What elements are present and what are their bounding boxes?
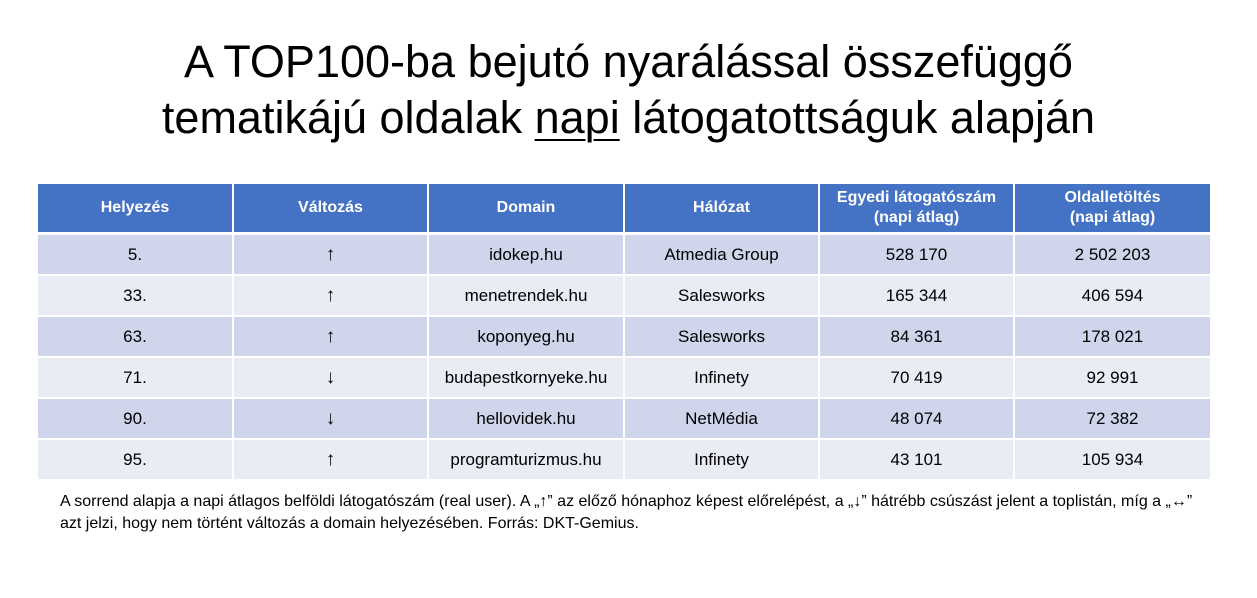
table-row: [38, 316, 1210, 357]
header-unique-visitors: [819, 184, 1014, 234]
cell-network: NetMédia: [624, 398, 819, 439]
header-rank: Helyezés: [38, 184, 233, 234]
cell-rank: 95.: [38, 439, 233, 480]
header-unique-visitors-line-2: (napi átlag): [873, 209, 960, 226]
cell-network: Salesworks: [624, 316, 819, 357]
cell-rank: 71.: [38, 357, 233, 398]
cell-domain: menetrendek.hu: [428, 275, 624, 316]
table-row: [38, 275, 1210, 316]
cell-pageviews: 105 934: [1014, 439, 1210, 480]
header-pageviews-line-1: Oldalletöltés: [1064, 189, 1161, 206]
cell-pageviews: 2 502 203: [1014, 234, 1210, 276]
table-row: [38, 357, 1210, 398]
cell-rank: 63.: [38, 316, 233, 357]
table-header-row: [38, 184, 1210, 234]
cell-unique-visitors: 528 170: [819, 234, 1014, 276]
cell-network: Infinety: [624, 357, 819, 398]
cell-unique-visitors: 84 361: [819, 316, 1014, 357]
cell-network: Atmedia Group: [624, 234, 819, 276]
footnote-text-2: ” az előző hónaphoz képest előrelépést, a „: [547, 493, 854, 510]
ranking-table: [38, 184, 1210, 481]
change-arrow-icon: ↑: [233, 275, 428, 316]
cell-unique-visitors: 70 419: [819, 357, 1014, 398]
left-right-arrow-icon: ↔: [1170, 493, 1187, 510]
footnote-text-3: ” hátrébb csúszást jelent a toplistán, míg a „: [861, 493, 1171, 510]
header-domain: Domain: [428, 184, 624, 234]
cell-pageviews: 72 382: [1014, 398, 1210, 439]
cell-domain: idokep.hu: [428, 234, 624, 276]
cell-domain: programturizmus.hu: [428, 439, 624, 480]
footnote-text-1: A sorrend alapja a napi átlagos belföldi látogatószám (real user). A „: [60, 493, 540, 510]
cell-network: Salesworks: [624, 275, 819, 316]
change-arrow-icon: ↓: [233, 398, 428, 439]
cell-rank: 33.: [38, 275, 233, 316]
change-arrow-icon: ↑: [233, 316, 428, 357]
cell-rank: 90.: [38, 398, 233, 439]
table-row: [38, 439, 1210, 480]
change-arrow-icon: ↑: [233, 439, 428, 480]
footnote-text-4: ” azt jelzi, hogy nem történt változás a domain helyezésében. Forrás: DKT-Gemius.: [60, 493, 1193, 532]
title-underlined-word: napi: [534, 92, 620, 143]
cell-domain: budapestkornyeke.hu: [428, 357, 624, 398]
cell-rank: 5.: [38, 234, 233, 276]
cell-pageviews: 178 021: [1014, 316, 1210, 357]
title-line-2-start: tematikájú oldalak: [161, 92, 535, 143]
cell-domain: koponyeg.hu: [428, 316, 624, 357]
footnote: [60, 491, 1210, 535]
header-pageviews: [1014, 184, 1210, 234]
cell-pageviews: 406 594: [1014, 275, 1210, 316]
cell-unique-visitors: 48 074: [819, 398, 1014, 439]
cell-unique-visitors: 43 101: [819, 439, 1014, 480]
up-arrow-icon: ↑: [539, 493, 548, 510]
header-unique-visitors-line-1: Egyedi látogatószám: [836, 189, 997, 206]
page-title: [0, 34, 1257, 146]
cell-pageviews: 92 991: [1014, 357, 1210, 398]
change-arrow-icon: ↓: [233, 357, 428, 398]
cell-unique-visitors: 165 344: [819, 275, 1014, 316]
title-line-1: A TOP100-ba bejutó nyarálással összefüggő: [184, 36, 1073, 87]
title-line-2-end: látogatottságuk alapján: [619, 92, 1096, 143]
cell-domain: hellovidek.hu: [428, 398, 624, 439]
header-pageviews-line-2: (napi átlag): [1069, 209, 1156, 226]
cell-network: Infinety: [624, 439, 819, 480]
change-arrow-icon: ↑: [233, 234, 428, 276]
table-row: [38, 398, 1210, 439]
down-arrow-icon: ↓: [853, 493, 862, 510]
header-network: Hálózat: [624, 184, 819, 234]
header-change: Változás: [233, 184, 428, 234]
table-row: [38, 234, 1210, 276]
